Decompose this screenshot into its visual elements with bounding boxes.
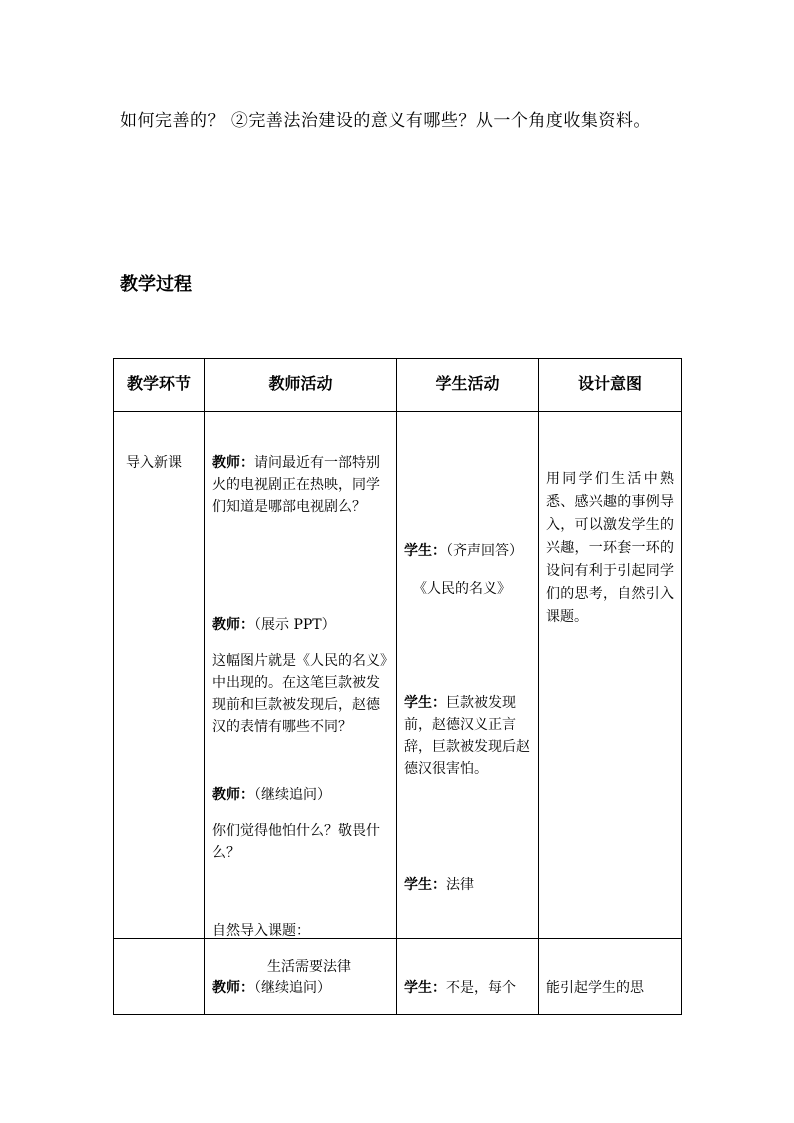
teacher-question: 教师：（继续追问） bbox=[212, 980, 331, 996]
header-design-intent: 设计意图 bbox=[539, 359, 682, 412]
student-label: 学生： bbox=[404, 877, 446, 893]
header-teacher-activity: 教师活动 bbox=[205, 359, 397, 412]
teacher-activity-cell bbox=[205, 939, 396, 1014]
header-student-activity: 学生活动 bbox=[397, 359, 539, 412]
lesson-topic: 生活需要法律 bbox=[267, 959, 351, 975]
stage-cell bbox=[114, 939, 204, 1014]
table-row bbox=[114, 939, 682, 1015]
teacher-question-5: 你们觉得他怕什么？敬畏什么？ bbox=[212, 823, 380, 861]
teacher-label: 教师： bbox=[212, 617, 254, 633]
table-header-row bbox=[114, 359, 682, 412]
student-activity-cell bbox=[397, 939, 538, 1014]
teacher-label: 教师： bbox=[212, 787, 254, 803]
teacher-question-3: 这幅图片就是《人民的名义》中出现的。在这笔巨款被发现前和巨款被发现后，赵德汉的表情有哪些不同？ bbox=[212, 653, 387, 735]
stage-cell bbox=[114, 412, 204, 938]
teacher-topic-intro: 自然导入课题： bbox=[212, 923, 310, 939]
table-row bbox=[114, 412, 682, 939]
section-title: 教学过程 bbox=[120, 274, 192, 295]
student-answer-title: 《人民的名义》 bbox=[413, 581, 511, 597]
student-label: 学生： bbox=[404, 695, 446, 711]
student-answer-3: 学生：法律 bbox=[404, 877, 474, 893]
design-intent-text: 能引起学生的思 bbox=[546, 980, 644, 996]
lesson-process-table bbox=[113, 358, 682, 1015]
student-activity-cell bbox=[397, 412, 538, 938]
design-intent-cell bbox=[539, 412, 681, 938]
intro-paragraph: 如何完善的？ ②完善法治建设的意义有哪些？从一个角度收集资料。 bbox=[120, 111, 651, 131]
teacher-question-4: 教师：（继续追问） bbox=[212, 787, 331, 803]
student-answer-1: 学生：（齐声回答） bbox=[404, 543, 523, 559]
teacher-question-1: 教师：请问最近有一部特别火的电视剧正在热映，同学们知道是哪部电视剧么？ bbox=[212, 455, 380, 515]
stage-label: 导入新课 bbox=[126, 455, 182, 471]
teacher-label: 教师： bbox=[212, 455, 254, 471]
teacher-activity-cell bbox=[205, 412, 396, 975]
student-label: 学生： bbox=[404, 543, 446, 559]
design-intent-cell bbox=[539, 939, 681, 1014]
design-intent-text: 用同学们生活中熟悉、感兴趣的事例导入，可以激发学生的兴趣，一环套一环的设问有利于引起同学们的思考，自然引入课题。 bbox=[546, 471, 674, 625]
student-label: 学生： bbox=[404, 980, 446, 996]
student-answer: 学生：不是，每个 bbox=[404, 980, 516, 996]
header-stage: 教学环节 bbox=[114, 359, 205, 412]
student-answer-2: 学生：巨款被发现前，赵德汉义正言辞，巨款被发现后赵德汉很害怕。 bbox=[404, 695, 530, 777]
teacher-label: 教师： bbox=[212, 980, 254, 996]
teacher-question-2: 教师：（展示 PPT） bbox=[212, 617, 336, 633]
